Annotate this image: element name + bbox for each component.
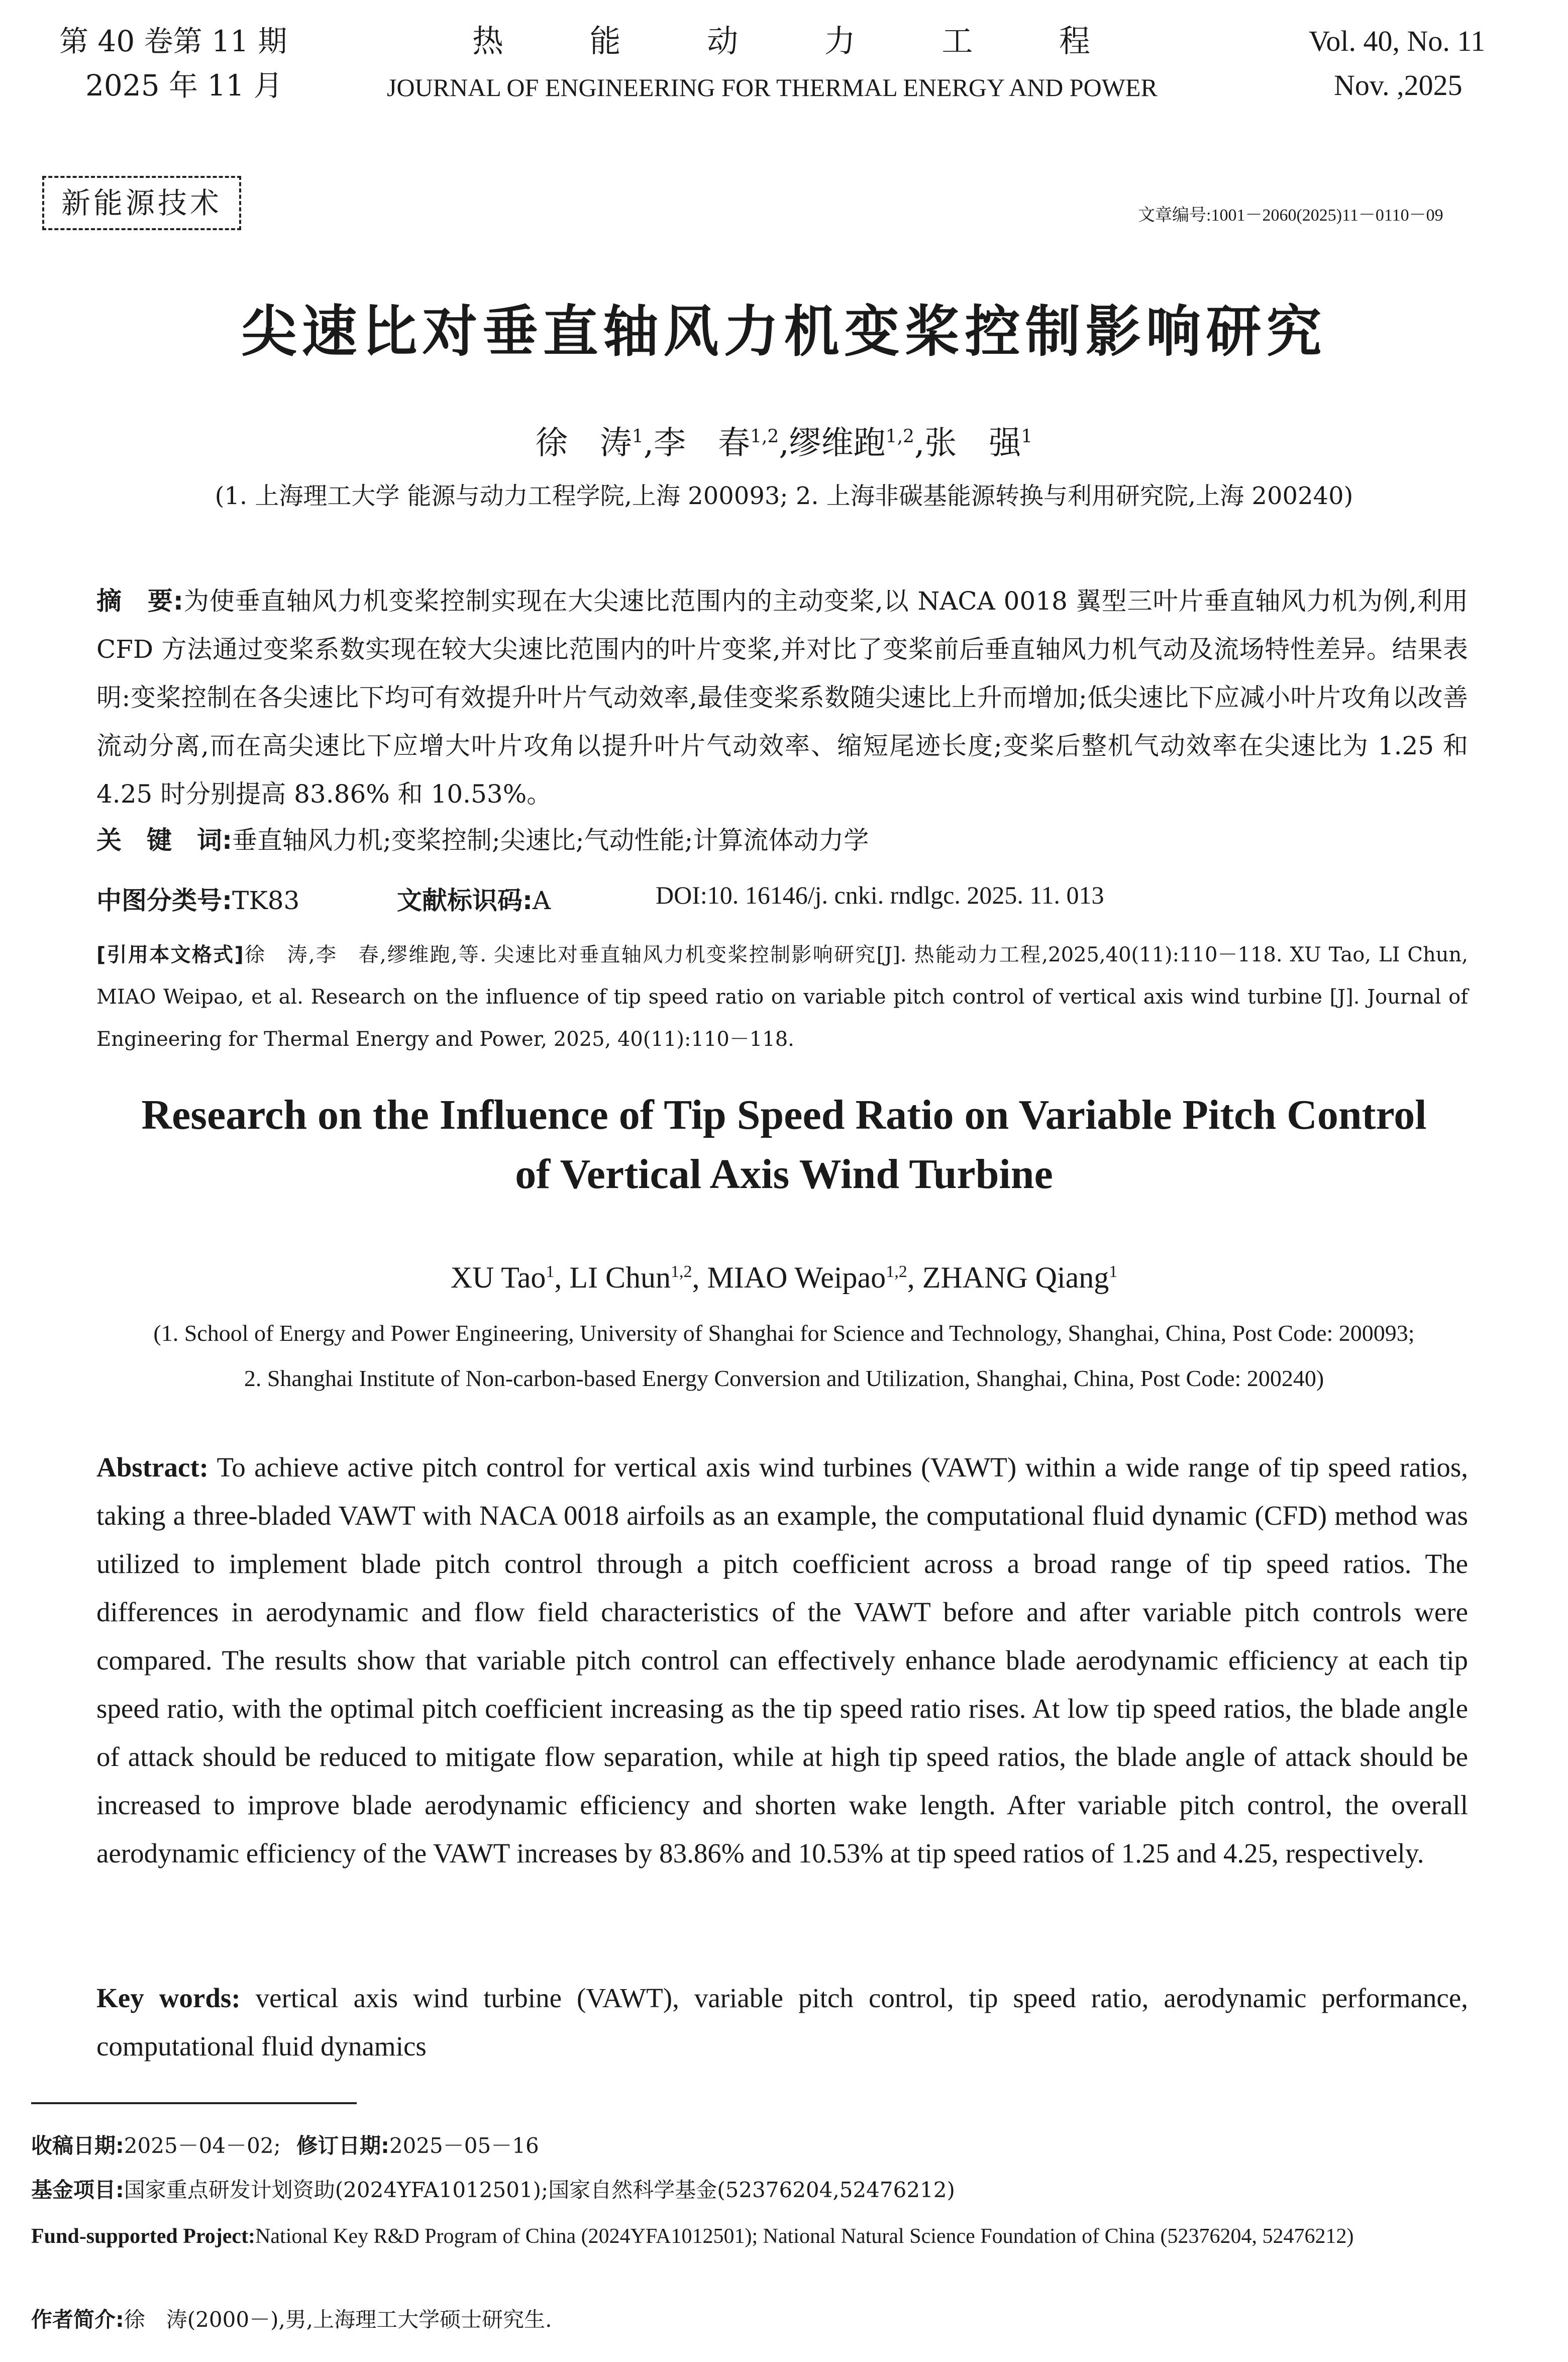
author-affiliation-mark: 1,2	[886, 1262, 907, 1281]
citation-label: [引用本文格式]	[96, 943, 244, 966]
abstract-cn-text: 为使垂直轴风力机变桨控制实现在大尖速比范围内的主动变桨,以 NACA 0018 翼型三叶片垂直轴风力机为例,利用 CFD 方法通过变桨系数实现在较大尖速比范围内的叶片变桨,并对比了变桨前后垂直轴风力机气动及流场特性差异。结果表明:变桨控制在各尖速比下均可有效提升叶片气动效率,最佳变桨系数随尖速比上升而增加;低尖速比下应减小叶片攻角以改善流动分离,而在高尖速比下应增大叶片攻角以提升叶片气动效率、缩短尾迹长度;变桨后整机气动效率在尖速比为 1.25 和 4.25 时分别提高 83.86% 和 10.53%。	[96, 586, 1469, 809]
journal-name-char: 热	[472, 23, 504, 59]
keywords-cn-label: 关 键 词:	[96, 826, 232, 855]
document-code	[397, 880, 551, 917]
journal-name-char: 动	[707, 23, 739, 59]
abstract-en	[96, 1443, 1468, 1878]
author-affiliation-mark: 1	[1021, 426, 1033, 447]
affiliations-en	[0, 1311, 1568, 1401]
title-cn: 尖速比对垂直轴风力机变桨控制影响研究	[241, 300, 1327, 364]
author-name: XU Tao	[450, 1261, 546, 1294]
doi: DOI:10. 16146/j. cnki. rndlgc. 2025. 11. 013	[656, 881, 1104, 909]
citation	[96, 934, 1468, 1060]
author-name: ZHANG Qiang	[922, 1261, 1109, 1294]
journal-name-char: 力	[824, 23, 856, 59]
authors-en	[0, 1260, 1568, 1295]
author-name: LI Chun	[569, 1261, 671, 1294]
authors-cn	[0, 417, 1568, 463]
clc-number	[96, 880, 299, 917]
journal-name-en: JOURNAL OF ENGINEERING FOR THERMAL ENERGY AND POWER	[387, 73, 1158, 102]
author-name: 缪维跑	[789, 425, 886, 462]
author-separator: ,	[643, 425, 654, 462]
author-bio-label: 作者简介:	[31, 2307, 124, 2332]
author-name: 张 强	[924, 425, 1021, 462]
keywords-cn	[96, 820, 869, 856]
author-affiliation-mark: 1	[546, 1262, 555, 1281]
footnote-fund-en	[31, 2217, 1533, 2255]
author-name: 李 春	[654, 425, 751, 462]
author-separator: ,	[914, 425, 925, 462]
author-name: MIAO Weipao	[707, 1261, 886, 1294]
footnote-rule	[31, 2102, 357, 2104]
journal-name-cn	[472, 20, 1090, 62]
citation-text: 徐 涛,李 春,缪维跑,等. 尖速比对垂直轴风力机变桨控制影响研究[J]. 热能动力工程,2025,40(11):110－118. XU Tao, LI Chun, MIAO Weipao, et al. Research on the influence of tip speed ratio on variable pitch control of vertical axis wind turbine [J]. Journal of Engineering for Thermal Energy and Power, 2025, 40(11):110－118.	[96, 943, 1469, 1051]
author-affiliation-mark: 1,2	[750, 426, 779, 447]
author-separator: ,	[907, 1261, 922, 1294]
affiliations-en-line-2: 2. Shanghai Institute of Non-carbon-based Energy Conversion and Utilization, Shanghai, China, Post Code: 200240)	[244, 1365, 1324, 1391]
header-date-cn: 2025 年 11 月	[85, 68, 283, 103]
column-tag: 新能源技术	[42, 176, 241, 230]
journal-name-char: 能	[589, 23, 621, 59]
fund-label: 基金项目:	[31, 2178, 124, 2202]
header-volume-en: Vol. 40, No. 11	[1309, 25, 1486, 57]
clc-label: 中图分类号:	[96, 886, 232, 915]
affiliations-en-line-1: (1. School of Energy and Power Engineering, University of Shanghai for Science and Technology, Shanghai, China, Post Code: 200093;	[153, 1320, 1415, 1346]
keywords-en	[96, 1974, 1468, 2071]
author-separator: ,	[692, 1261, 707, 1294]
title-en-line-2: of Vertical Axis Wind Turbine	[515, 1151, 1053, 1198]
author-separator: ,	[779, 425, 789, 462]
keywords-en-label: Key words:	[96, 1983, 241, 2013]
author-affiliation-mark: 1,2	[671, 1262, 692, 1281]
author-bio-value: 徐 涛(2000－),男,上海理工大学硕士研究生.	[124, 2307, 552, 2332]
author-separator: ,	[554, 1261, 570, 1294]
author-affiliation-mark: 1	[632, 426, 644, 447]
abstract-cn-label: 摘 要:	[96, 586, 183, 616]
fund-value: 国家重点研发计划资助(2024YFA1012501);国家自然科学基金(52376204,52476212)	[124, 2178, 955, 2202]
affiliations-cn: (1. 上海理工大学 能源与动力工程学院,上海 200093; 2. 上海非碳基能源转换与利用研究院,上海 200240)	[215, 482, 1353, 510]
author-affiliation-mark: 1,2	[885, 426, 914, 447]
footnote-fund	[31, 2171, 955, 2209]
abstract-en-text: To achieve active pitch control for vertical axis wind turbines (VAWT) within a wide range of tip speed ratios, taking a three-bladed VAWT with NACA 0018 airfoils as an example, the computational fluid dynamic (CFD) method was utilized to implement blade pitch control through a pitch coefficient across a broad range of tip speed ratios. The differences in aerodynamic and flow field characteristics of the VAWT before and after variable pitch controls were compared. The results show that variable pitch control can effectively enhance blade aerodynamic efficiency at each tip speed ratio, with the optimal pitch coefficient increasing as the tip speed ratio rises. At low tip speed ratios, the blade angle of attack should be reduced to mitigate flow separation, while at high tip speed ratios, the blade angle of attack should be increased to improve blade aerodynamic efficiency and shorten wake length. After variable pitch control, the overall aerodynamic efficiency of the VAWT increases by 83.86% and 10.53% at tip speed ratios of 1.25 and 4.25, respectively.	[96, 1452, 1468, 1868]
title-en	[0, 1086, 1568, 1204]
fund-en-value: National Key R&D Program of China (2024YFA1012501); National Natural Science Foundation of China (52376204, 52476212)	[255, 2225, 1354, 2248]
fund-en-label: Fund-supported Project:	[31, 2225, 256, 2248]
document-code-label: 文献标识码:	[397, 886, 533, 915]
title-en-line-1: Research on the Influence of Tip Speed Ratio on Variable Pitch Control	[141, 1092, 1427, 1138]
abstract-en-label: Abstract:	[96, 1452, 208, 1483]
journal-name-char: 程	[1059, 23, 1090, 59]
footnote-author	[31, 2301, 552, 2339]
keywords-en-text: vertical axis wind turbine (VAWT), variable pitch control, tip speed ratio, aerodynamic performance, computational fluid dynamics	[96, 1983, 1469, 2061]
article-number: 文章编号:1001－2060(2025)11－0110－09	[1138, 206, 1443, 225]
header-date-en: Nov. ,2025	[1334, 69, 1462, 102]
keywords-cn-text: 垂直轴风力机;变桨控制;尖速比;气动性能;计算流体动力学	[232, 826, 869, 855]
revised-label: 修订日期:	[296, 2133, 389, 2158]
received-label: 收稿日期:	[31, 2133, 124, 2158]
revised-value: 2025－05－16	[389, 2133, 539, 2158]
header-volume-cn: 第 40 卷第 11 期	[59, 24, 287, 58]
journal-name-char: 工	[942, 23, 973, 59]
received-value: 2025－04－02;	[124, 2133, 281, 2158]
clc-value: TK83	[232, 886, 300, 915]
abstract-cn	[96, 577, 1468, 818]
author-name: 徐 涛	[535, 425, 632, 462]
footnote-dates	[31, 2127, 539, 2165]
document-code-value: A	[533, 886, 551, 915]
author-affiliation-mark: 1	[1109, 1262, 1118, 1281]
